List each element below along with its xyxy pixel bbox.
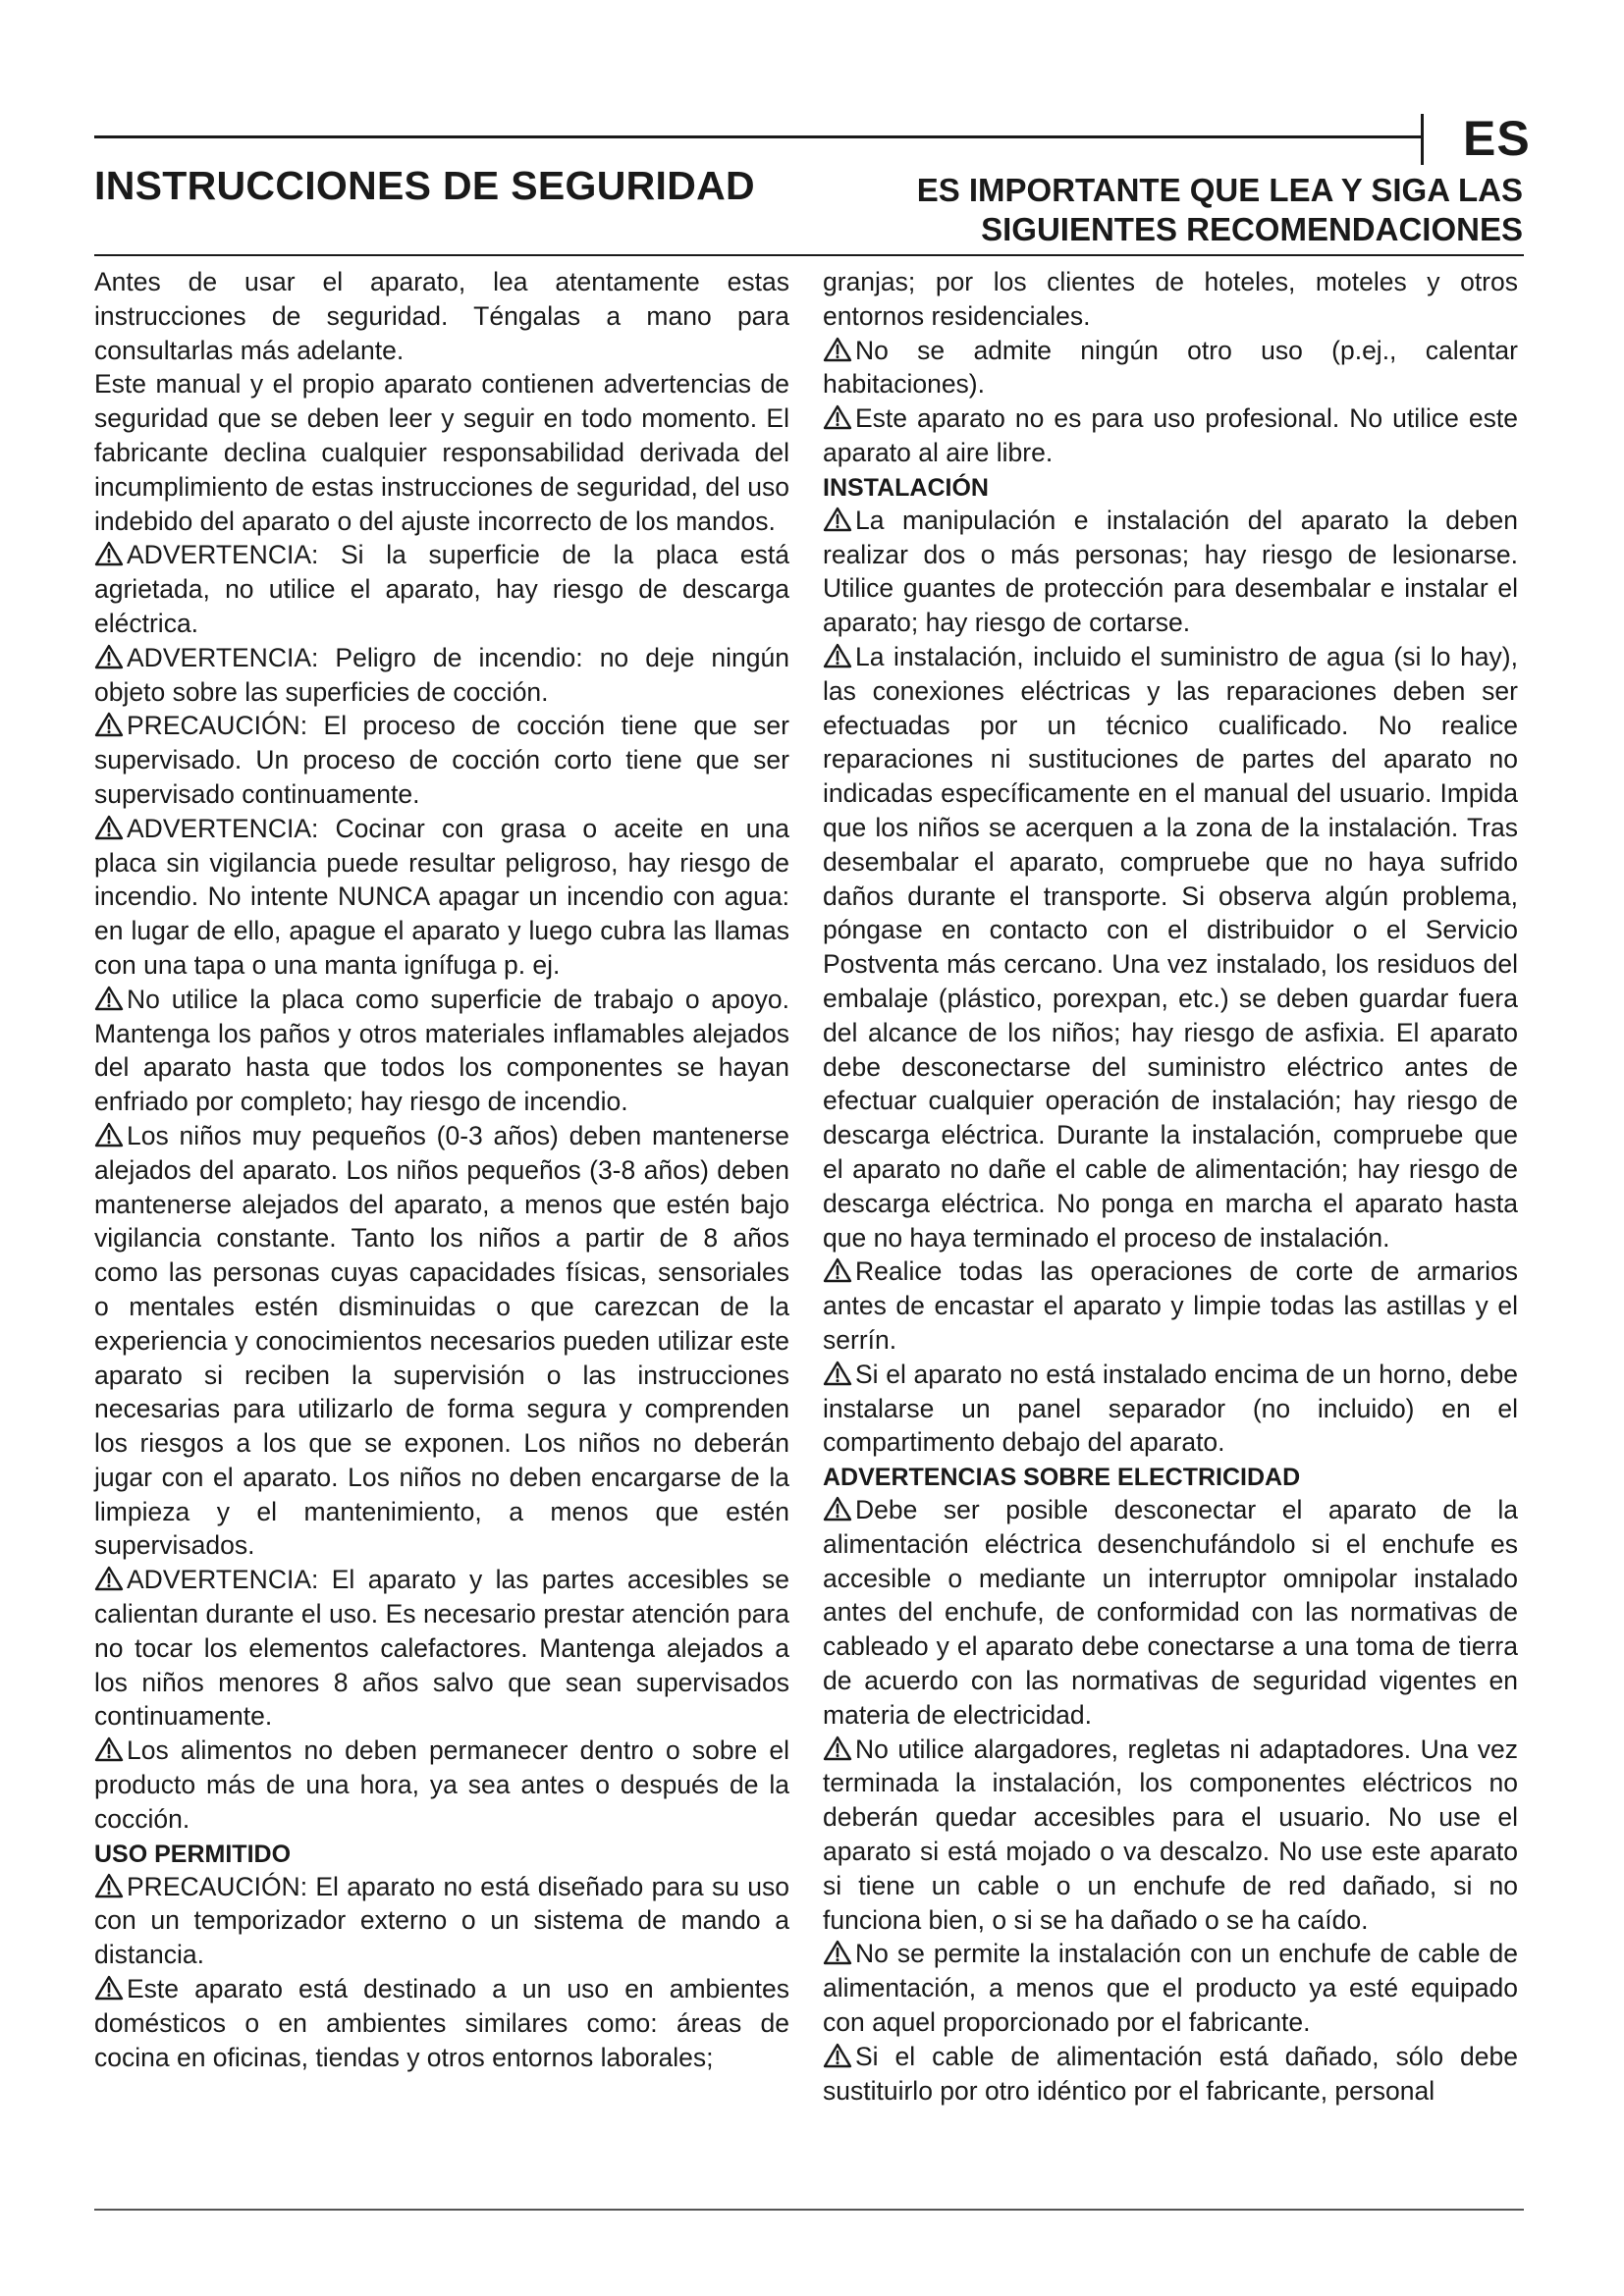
- warning-text: No se admite ningún otro uso (p.ej., calentar habitaciones).: [823, 335, 1518, 400]
- warning-text: PRECAUCIÓN: El proceso de cocción tiene que ser supervisado. Un proceso de cocción corto tiene que ser supervisado continuamente.: [94, 711, 789, 809]
- warning-triangle-icon: [823, 2043, 852, 2068]
- top-rule: [94, 135, 1422, 138]
- section-heading-uso-permitido: USO PERMITIDO: [94, 1840, 292, 1868]
- warning-triangle-icon: [823, 1496, 852, 1522]
- warning-text: ADVERTENCIA: Peligro de incendio: no deje ningún objeto sobre las superficies de cocción.: [94, 642, 789, 707]
- language-code: ES: [1463, 111, 1531, 166]
- warning-triangle-icon: [94, 1873, 124, 1898]
- warning-triangle-icon: [94, 712, 124, 737]
- subtitle-line-1: ES IMPORTANTE QUE LEA Y SIGA LAS: [916, 172, 1523, 208]
- warning-text: La instalación, incluido el suministro de agua (si lo hay), las conexiones eléctricas y las reparaciones deben ser efectuadas por un técnico cualificado. No realice reparaciones ni sustituciones de partes del aparato no indicadas específicamente en el manual del usuario. Impida que los niños se acerquen a la zona de la instalación. Tras desembalar el aparato, compruebe que no haya sufrido daños durante el transporte. Si observa algún problema, póngase en contacto con el distribuidor o el Servicio Postventa más cercano. Una vez instalado, los residuos del embalaje (plástico, porexpan, etc.) se deben guardar fuera del alcance de los niños; hay riesgo de asfixia. El aparato debe desconectarse del suministro eléctrico antes de efectuar cualquier operación de instalación; hay riesgo de descarga eléctrica. Durante la instalación, compruebe que el aparato no dañe el cable de alimentación; hay riesgo de descarga eléctrica. No ponga en marcha el aparato hasta que no haya terminado el proceso de instalación.: [823, 641, 1518, 1253]
- warning-paragraph: [823, 334, 1518, 402]
- warning-paragraph: [823, 401, 1518, 470]
- section-heading-electricidad: ADVERTENCIAS SOBRE ELECTRICIDAD: [823, 1464, 1301, 1492]
- warning-paragraph: [823, 504, 1518, 640]
- warning-text: No utilice alargadores, regletas ni adaptadores. Una vez terminada la instalación, los componentes eléctricos no deberán quedar accesibles para el usuario. No use el aparato si está mojado o va descalzo. No use este aparato si tiene un cable o un enchufe de red dañado, si no funciona bien, o si se ha dañado o se ha caído.: [823, 1734, 1518, 1935]
- warning-paragraph: [94, 983, 789, 1119]
- right-column: [823, 265, 1518, 2108]
- warning-paragraph: [823, 1255, 1518, 1357]
- warning-text: No utilice la placa como superficie de trabajo o apoyo. Mantenga los paños y otros materiales inflamables alejados del aparato hasta que todos los componentes se hayan enfriado por completo; hay riesgo de incendio.: [94, 984, 789, 1117]
- paragraph: granjas; por los clientes de hoteles, moteles y otros entornos residenciales.: [823, 267, 1518, 331]
- warning-text: Este aparato está destinado a un uso en ambientes domésticos o en ambientes similares como: áreas de cocina en oficinas, tiendas y otros entornos laborales;: [94, 1974, 789, 2072]
- warning-paragraph: [94, 1119, 789, 1563]
- warning-paragraph: [94, 1972, 789, 2074]
- warning-triangle-icon: [94, 1566, 124, 1591]
- warning-text: Los niños muy pequeños (0-3 años) deben mantenerse alejados del aparato. Los niños pequeños (3-8 años) deben mantenerse alejados del aparato, a menos que estén bajo vigilancia constante. Tanto los niños a partir de 8 años como las personas cuyas capacidades físicas, sensoriales o mentales estén disminuidas o que carezcan de la experiencia y conocimientos necesarios pueden utilizar este aparato si reciben la supervisión o las instrucciones necesarias para utilizarlo de forma segura y comprenden los riesgos a los que se exponen. Los niños no deberán jugar con el aparato. Los niños no deben encargarse de la limpieza y el mantenimiento, a menos que estén supervisados.: [94, 1120, 789, 1561]
- left-column: [94, 265, 789, 2074]
- title-rule: [94, 254, 1524, 256]
- warning-triangle-icon: [94, 986, 124, 1011]
- bottom-rule: [94, 2209, 1524, 2211]
- warning-triangle-icon: [823, 507, 852, 532]
- warning-text: La manipulación e instalación del aparato la deben realizar dos o más personas; hay riesgo de lesionarse. Utilice guantes de protección para desembalar e instalar el aparato; hay riesgo de cortarse.: [823, 505, 1518, 638]
- paragraph: Antes de usar el aparato, lea atentamente estas instrucciones de seguridad. Téngalas a mano para consultarlas más adelante.: [94, 267, 789, 365]
- warning-triangle-icon: [94, 815, 124, 840]
- warning-text: Realice todas las operaciones de corte de armarios antes de encastar el aparato y limpie todas las astillas y el serrín.: [823, 1256, 1518, 1355]
- warning-text: ADVERTENCIA: Cocinar con grasa o aceite en una placa sin vigilancia puede resultar peligroso, hay riesgo de incendio. No intente NUNCA apagar un incendio con agua: en lugar de ello, apague el aparato y luego cubra las llamas con una tapa o una manta ignífuga p. ej.: [94, 813, 789, 980]
- warning-paragraph: [823, 1358, 1518, 1460]
- warning-triangle-icon: [94, 541, 124, 566]
- warning-text: ADVERTENCIA: Si la superficie de la placa está agrietada, no utilice el aparato, hay riesgo de descarga eléctrica.: [94, 540, 789, 638]
- warning-triangle-icon: [94, 644, 124, 669]
- warning-paragraph: [94, 709, 789, 811]
- warning-text: Si el aparato no está instalado encima de un horno, debe instalarse un panel separador (no incluido) en el compartimento debajo del aparato.: [823, 1359, 1518, 1458]
- warning-text: No se permite la instalación con un enchufe de cable de alimentación, a menos que el producto ya esté equipado con aquel proporcionado por el fabricante.: [823, 1939, 1518, 2038]
- warning-paragraph: [823, 2040, 1518, 2109]
- warning-text: Los alimentos no deben permanecer dentro o sobre el producto más de una hora, ya sea antes o después de la cocción.: [94, 1735, 789, 1834]
- subtitle-line-2: SIGUIENTES RECOMENDACIONES: [981, 211, 1523, 247]
- warning-triangle-icon: [823, 1940, 852, 1965]
- warning-text: PRECAUCIÓN: El aparato no está diseñado para su uso con un temporizador externo o un sistema de mando a distancia.: [94, 1871, 789, 1970]
- warning-text: Debe ser posible desconectar el aparato de la alimentación eléctrica desenchufándolo si el enchufe es accesible o mediante un interruptor omnipolar instalado antes del enchufe, de conformidad con las normativas de cableado y el aparato debe conectarse a una toma de tierra de acuerdo con las normativas de seguridad vigentes en materia de electricidad.: [823, 1495, 1518, 1730]
- warning-text: ADVERTENCIA: El aparato y las partes accesibles se calientan durante el uso. Es necesario prestar atención para no tocar los elementos calefactores. Mantenga alejados a los niños menores 8 años salvo que sean supervisados continuamente.: [94, 1565, 789, 1732]
- warning-paragraph: [94, 641, 789, 710]
- warning-triangle-icon: [94, 1736, 124, 1762]
- warning-triangle-icon: [94, 1122, 124, 1148]
- warning-paragraph: [94, 812, 789, 983]
- section-heading-instalacion: INSTALACIÓN: [823, 473, 989, 502]
- warning-text: Si el cable de alimentación está dañado, sólo debe sustituirlo por otro idéntico por el fabricante, personal: [823, 2041, 1518, 2106]
- warning-triangle-icon: [823, 1735, 852, 1761]
- warning-triangle-icon: [823, 404, 852, 430]
- warning-triangle-icon: [823, 1361, 852, 1386]
- warning-paragraph: [94, 1870, 789, 1972]
- warning-paragraph: [823, 1937, 1518, 2039]
- warning-paragraph: [94, 1563, 789, 1734]
- warning-paragraph: [823, 1733, 1518, 1938]
- warning-paragraph: [94, 538, 789, 640]
- warning-triangle-icon: [823, 337, 852, 362]
- paragraph: Este manual y el propio aparato contienen advertencias de seguridad que se deben leer y seguir en todo momento. El fabricante declina cualquier responsabilidad derivada del incumplimiento de estas instrucciones de seguridad, del uso indebido del aparato o del ajuste incorrecto de los mandos.: [94, 369, 789, 536]
- warning-triangle-icon: [94, 1975, 124, 2001]
- warning-text: Este aparato no es para uso profesional. No utilice este aparato al aire libre.: [823, 403, 1518, 467]
- warning-paragraph: [823, 1493, 1518, 1733]
- warning-triangle-icon: [823, 643, 852, 668]
- header-tick: [1421, 114, 1424, 165]
- warning-paragraph: [94, 1734, 789, 1836]
- warning-triangle-icon: [823, 1257, 852, 1283]
- page-subtitle: [917, 171, 1523, 249]
- warning-paragraph: [823, 640, 1518, 1255]
- page-title: INSTRUCCIONES DE SEGURIDAD: [94, 163, 755, 208]
